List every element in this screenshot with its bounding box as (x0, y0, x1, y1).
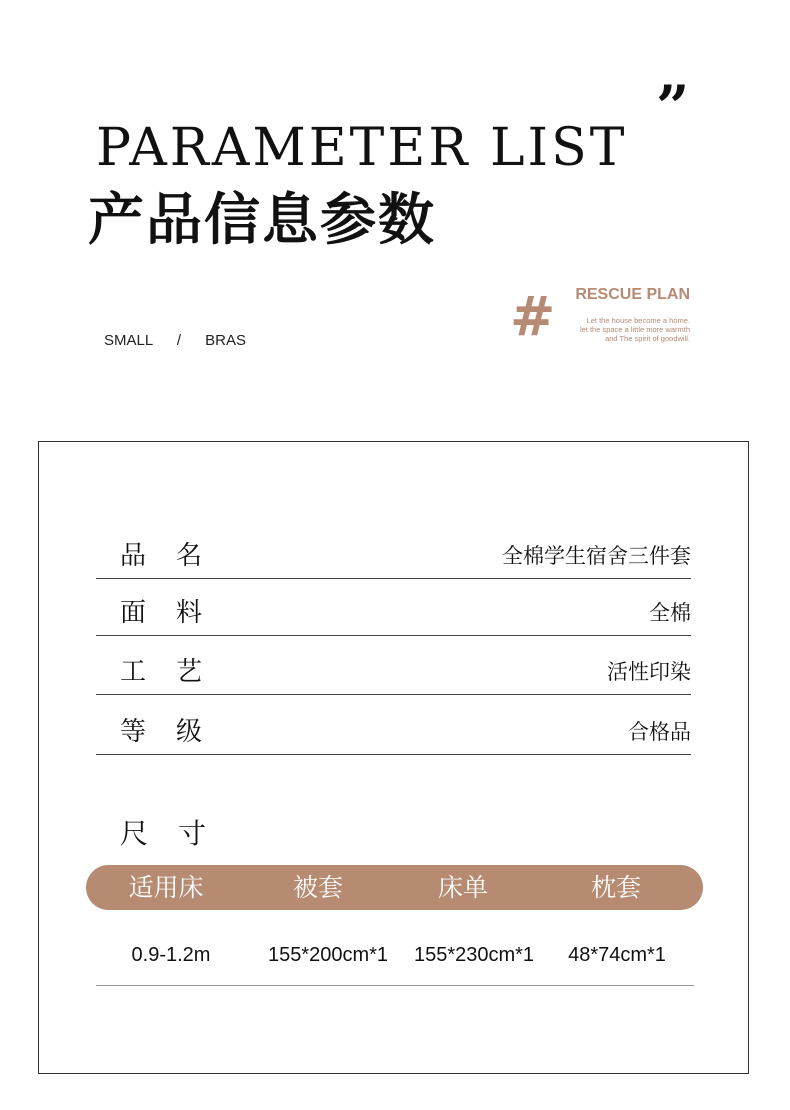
size-column-header: 适用床 (128, 873, 204, 902)
size-table-divider (96, 985, 694, 986)
size-cell: 0.9-1.2m (131, 944, 211, 966)
size-cell: 155*230cm*1 (413, 944, 535, 966)
page-title-english: PARAMETER LIST (96, 118, 628, 178)
param-value: 活性印染 (607, 660, 691, 684)
size-cell: 155*200cm*1 (267, 944, 389, 966)
quote-mark: ” (656, 73, 690, 141)
param-row-fabric (96, 592, 691, 636)
brand-logo (506, 286, 690, 346)
hash-icon: # (510, 285, 556, 348)
param-value: 全棉学生宿舍三件套 (502, 544, 691, 568)
param-label: 工艺 (120, 657, 233, 687)
size-column-header: 床单 (437, 873, 488, 902)
param-label: 等级 (120, 717, 233, 747)
param-value: 全棉 (649, 601, 691, 625)
size-table-header (86, 865, 703, 910)
brand-tagline-line: and The spirit of goodwill. (605, 334, 690, 343)
page-title-chinese: 产品信息参数 (88, 188, 436, 253)
breadcrumb-item-small: SMALL (104, 332, 153, 349)
brand-name: RESCUE PLAN (575, 286, 690, 303)
size-heading: 尺寸 (120, 817, 237, 850)
breadcrumb (104, 332, 246, 349)
param-row-grade (96, 711, 691, 755)
brand-tagline-line: Let the house become a home. (586, 316, 690, 325)
param-row-craft (96, 651, 691, 695)
size-column-header: 枕套 (590, 873, 641, 902)
brand-tagline-line: let the space a little more warmth (579, 325, 690, 334)
size-cell: 48*74cm*1 (568, 944, 666, 966)
param-row-name (96, 535, 691, 579)
size-column-header: 被套 (292, 873, 343, 902)
param-label: 品名 (120, 541, 233, 571)
brand-tagline (580, 316, 690, 343)
breadcrumb-separator: / (176, 332, 181, 349)
param-value: 合格品 (628, 720, 691, 744)
breadcrumb-item-bras: BRAS (205, 332, 247, 349)
param-label: 面料 (120, 598, 233, 628)
